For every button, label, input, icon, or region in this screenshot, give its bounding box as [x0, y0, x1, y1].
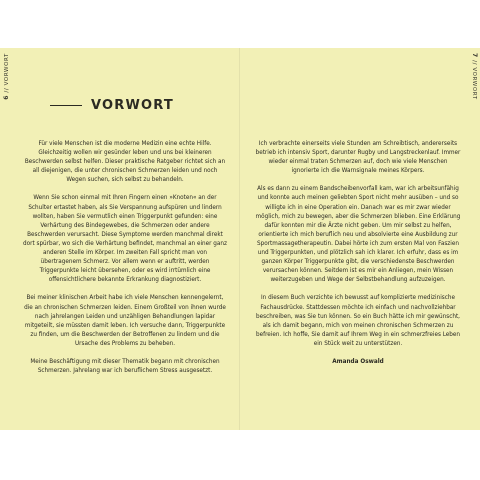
right-runner-label: VORWORT: [471, 67, 477, 100]
left-paragraph: Für viele Menschen ist die moderne Medizin eine echte Hilfe. Gleichzeitig wollen wir gesünder leben und uns bei kleineren Beschwerden selbst helfen. Dieser praktische Ratgeber richtet sich an all diejenigen, die unter chronischen Schmerzen leiden und noch Wegen suchen, sich selbst zu behandeln.: [24, 141, 226, 184]
left-runner-label: VORWORT: [4, 53, 10, 86]
right-paragraph: Ich verbrachte einerseits viele Stunden am Schreibtisch, andererseits betrieb ich intensiv Sport, darunter Rugby und Langstreckenlauf. Immer wieder einmal traten Schmerzen auf, doch wie viele Menschen ignorierte ich die Warnsignale meines Körpers.: [255, 141, 461, 175]
left-page-number: 6: [3, 94, 10, 100]
right-column: [254, 140, 462, 376]
right-paragraph: Als es dann zu einem Bandscheibenvorfall kam, war ich arbeitsunfähig und konnte auch meinen geliebten Sport nicht mehr ausüben – und so willigte ich in eine Operation ein. Danach war es mir zwar wieder möglich, mich zu bewegen, aber die Schmerzen blieben. Eine Erklärung dafür konnten mir die Ärzte nicht geben. Um mir selbst zu helfen, orientierte ich mich beruflich neu und absolvierte eine Ausbildung zur Sportmassagetherapeutin. Dabei hörte ich zum ersten Mal von Faszien und Triggerpunkten, und plötzlich sah ich klarer. Ich erfuhr, dass es im ganzen Körper Triggerpunkte gibt, die verschiedenste Beschwerden verursachen können. Seitdem ist es mir ein Anliegen, mein Wissen weiterzugeben und Wege der Selbstbehandlung aufzuzeigen.: [255, 186, 461, 284]
author-signature: Amanda Oswald: [332, 358, 384, 365]
right-page-number: 7: [471, 53, 478, 58]
left-column: [22, 140, 228, 385]
left-paragraph: Meine Beschäftigung mit dieser Thematik begann mit chronischen Schmerzen. Jahrelang war ich beruflichem Stress ausgesetzt.: [30, 358, 220, 375]
right-paragraph: In diesem Buch verzichte ich bewusst auf komplizierte medizinische Fachausdrücke. Stattdessen möchte ich einfach und nachvollziehbar beschreiben, was Sie tun können. So ein Buch hätte ich mir gewünscht, als ich damit begann, mich von meinen chronischen Schmerzen zu befreien. Ich hoffe, Sie damit auf Ihrem Weg in ein schmerzfreies Leben ein Stück weit zu unterstützen.: [255, 295, 461, 347]
left-paragraph: Bei meiner klinischen Arbeit habe ich viele Menschen kennengelernt, die an chronischen Schmerzen leiden. Einem Großteil von ihnen wurde nach jahrelangen Leiden und unzähligen Behandlungen lapidar mitgeteilt, sie müssten damit leben. Ich versuche dann, Triggerpunkte zu finden, um die Beschwerden der Betroffenen zu lindern und die Ursache des Problems zu beheben.: [24, 295, 226, 347]
page-gutter: [239, 48, 240, 430]
chapter-heading: VORWORT: [91, 98, 174, 113]
left-page-runner: 6 // VORWORT: [3, 53, 10, 100]
left-paragraph: Wenn Sie schon einmal mit Ihren Fingern einen »Knoten« an der Schulter ertastet haben, als Sie Verspannung aufspüren und lindern wollten, haben Sie vermutlich einen Triggerpunkt gefunden: eine Verhärtung des Bindegewebes, die Schmerzen oder andere Beschwerden verursacht. Diese Symptome werden manchmal direkt dort spürbar, wo sich die Verhärtung befindet, manchmal an einer ganz anderen Stelle im Körper. Im zweiten Fall spricht man von übertragenem Schmerz. Vor allem wenn er auftritt, werden Triggerpunkte leicht übersehen, oder es wird irrtümlich eine offensichtlichere bekannte Erkrankung diagnostiziert.: [23, 195, 227, 284]
right-page-runner: 7 // VORWORT: [471, 53, 478, 100]
heading-rule: [50, 105, 82, 106]
